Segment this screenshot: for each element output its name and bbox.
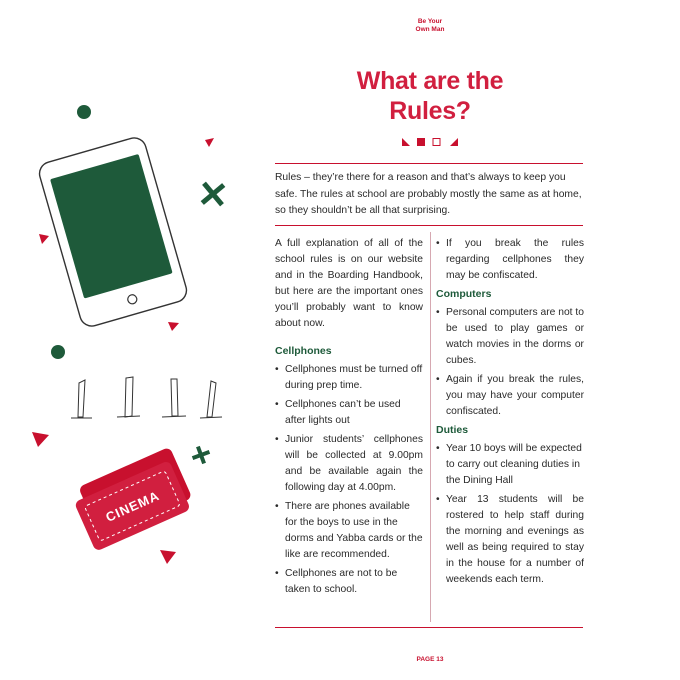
computers-heading: Computers	[436, 288, 492, 300]
cellphones-continued-list	[436, 236, 584, 284]
triangle-glyph	[402, 138, 410, 146]
right-column	[436, 236, 584, 591]
list-item: • Junior students’ cellphones will be collected at 9.00pm and be available again the following day at 4.00pm.	[275, 432, 423, 496]
page-title-line1: What are the	[356, 67, 504, 95]
divider-top	[275, 163, 583, 164]
green-cross-icon	[193, 174, 232, 213]
section-tag	[380, 18, 480, 34]
divider-bottom	[275, 627, 583, 628]
red-triangle-icon	[160, 550, 176, 564]
column-divider	[430, 232, 431, 622]
duties-list	[436, 441, 584, 588]
red-triangle-icon	[205, 138, 214, 147]
page-title-line2: Rules?	[389, 97, 471, 125]
green-dot-icon	[51, 345, 65, 359]
filled-square-glyph	[417, 138, 425, 146]
list-item: • Cellphones are not to be taken to school.	[275, 566, 423, 598]
list-item: • Personal computers are not to be used to play games or watch movies in the dorms or cubes.	[436, 305, 584, 369]
list-item: • There are phones available for the boys to use in the dorms and Yabba cards or the like are recommended.	[275, 499, 423, 563]
explanation-paragraph: A full explanation of all of the school rules is on our website and in the Boarding Handbook, but here are the important ones you’ll probably want to know about now.	[275, 238, 423, 329]
red-triangle-icon	[32, 432, 49, 447]
list-item: • Cellphones must be turned off during prep time.	[275, 362, 423, 394]
list-item: • Year 13 students will be rostered to help staff during the morning and evenings as well as being required to stay in the house for a number of weekends each term.	[436, 492, 584, 588]
section-tag-line1: Be Your	[417, 18, 443, 25]
computers-list	[436, 305, 584, 420]
tablet-icon	[37, 135, 190, 329]
pencil-row-icon	[71, 377, 222, 418]
left-column	[275, 236, 423, 601]
section-tag-line2: Own Man	[415, 26, 445, 33]
green-dot-icon	[77, 105, 91, 119]
duties-heading: Duties	[436, 424, 469, 436]
list-item: • Again if you break the rules, you may have your computer confiscated.	[436, 372, 584, 420]
list-item: • Year 10 boys will be expected to carry out cleaning duties in the Dining Hall	[436, 441, 584, 489]
illustration	[0, 90, 260, 570]
red-triangle-icon	[39, 234, 49, 244]
outline-square-glyph	[433, 139, 440, 146]
page-number: PAGE 13	[416, 656, 444, 663]
ticket-label: CINEMA	[103, 487, 162, 525]
green-cross-icon	[189, 443, 212, 466]
cellphones-list	[275, 362, 423, 598]
list-item: • If you break the rules regarding cellphones they may be confiscated.	[436, 236, 584, 284]
red-triangle-icon	[168, 322, 179, 331]
intro-paragraph: Rules – they’re there for a reason and that’s always to keep you safe. The rules at school are probably mostly the same as at home, so they shouldn’t be all that surprising.	[275, 172, 582, 216]
decorative-glyphs	[400, 136, 460, 148]
cinema-ticket-icon	[69, 447, 196, 552]
list-item: • Cellphones can’t be used after lights out	[275, 397, 423, 429]
divider-middle	[275, 225, 583, 226]
cellphones-heading: Cellphones	[275, 345, 332, 357]
triangle-glyph	[450, 138, 458, 146]
page-title	[330, 66, 530, 126]
